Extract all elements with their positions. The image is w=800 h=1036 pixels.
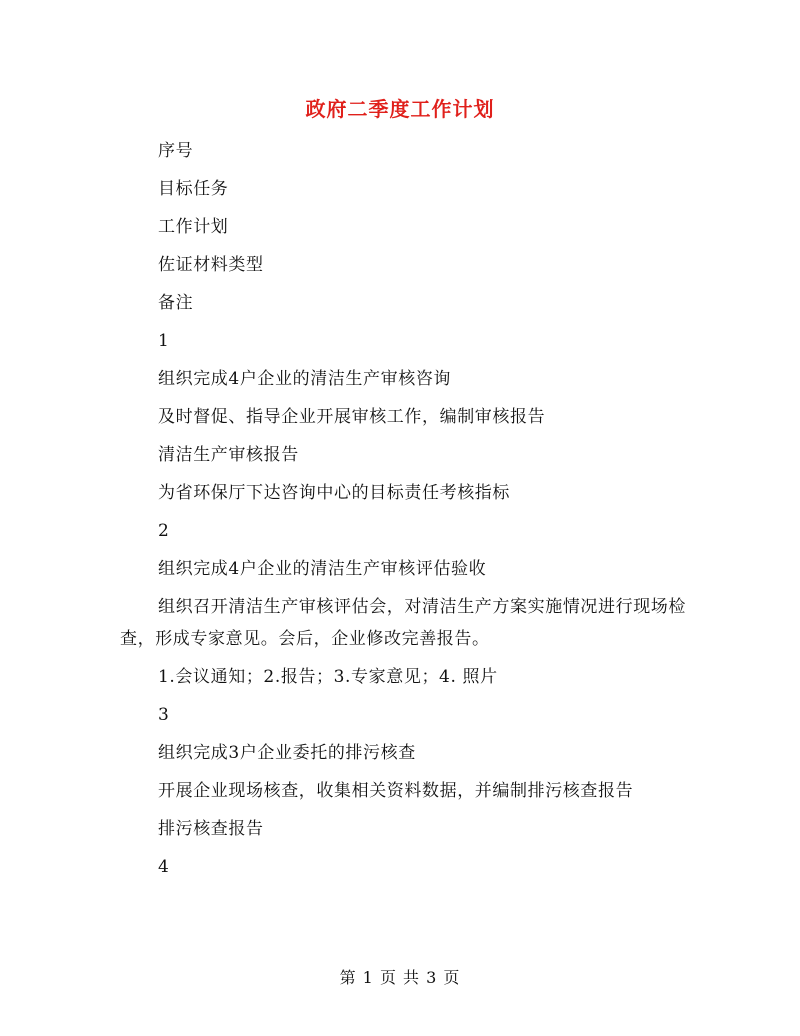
paragraph: 组织完成3户企业委托的排污核查	[158, 743, 416, 763]
paragraph: 3	[158, 705, 170, 725]
document-body	[120, 135, 700, 889]
paragraph: 备注	[158, 293, 194, 313]
paragraph: 序号	[158, 141, 194, 161]
paragraph: 组织完成4户企业的清洁生产审核评估验收	[158, 559, 487, 579]
paragraph: 及时督促、指导企业开展审核工作，编制审核报告	[158, 407, 546, 427]
paragraph: 组织完成4户企业的清洁生产审核咨询	[158, 369, 452, 389]
document-title: 政府二季度工作计划	[305, 97, 495, 121]
paragraph: 清洁生产审核报告	[158, 445, 299, 465]
paragraph: 2	[158, 521, 170, 541]
paragraph: 1.会议通知；2.报告；3.专家意见；4. 照片	[158, 667, 498, 687]
paragraph: 开展企业现场核查，收集相关资料数据，并编制排污核查报告	[158, 781, 634, 801]
paragraph: 组织召开清洁生产审核评估会，对清洁生产方案实施情况进行现场检查，形成专家意见。会后，企业修改完善报告。	[120, 597, 686, 649]
paragraph: 目标任务	[158, 179, 229, 199]
paragraph: 排污核查报告	[158, 819, 264, 839]
paragraph: 工作计划	[158, 217, 229, 237]
paragraph: 1	[158, 331, 170, 351]
paragraph: 佐证材料类型	[158, 255, 264, 275]
paragraph: 4	[158, 857, 170, 877]
paragraph: 为省环保厅下达咨询中心的目标责任考核指标	[158, 483, 510, 503]
page-footer: 第 1 页 共 3 页	[339, 968, 461, 987]
